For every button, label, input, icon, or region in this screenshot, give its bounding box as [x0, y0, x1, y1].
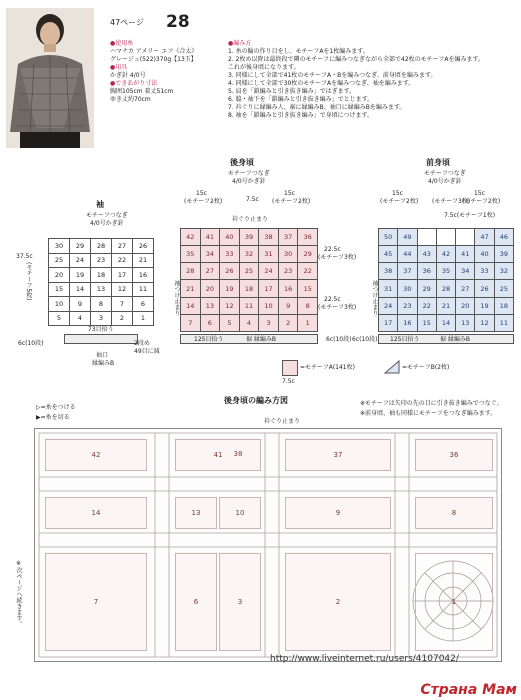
- back-top-mid: 7.5c: [246, 196, 259, 203]
- front-top-left-2: (モチーフ2枚): [380, 198, 419, 205]
- motif-cell: 21: [437, 298, 455, 314]
- motif-cell: 9: [70, 297, 90, 311]
- motif-b-swatch: [384, 360, 400, 374]
- site-watermark: Страна Мам: [420, 682, 517, 698]
- motif-a-swatch: [282, 360, 298, 376]
- motif-cell: 4: [70, 312, 90, 326]
- motif-cell: 43: [418, 246, 436, 262]
- motif-cell: 17: [259, 280, 278, 296]
- motif-cell: 18: [240, 280, 259, 296]
- motif-cell: 16: [279, 280, 298, 296]
- motif-cell: 8: [298, 298, 317, 314]
- motif-cell: 18: [91, 268, 111, 282]
- front-armhole-label: 袖つけ止まり: [371, 280, 378, 316]
- sleeve-cuff: [64, 334, 138, 344]
- sleeve-cuff-right-2: 49目に減: [134, 348, 160, 355]
- size-line-2: ゆき丈約70cm: [110, 96, 151, 103]
- front-title: 前身頃: [426, 158, 450, 167]
- sleeve-subtitle-2: 4/0号かぎ針: [90, 220, 124, 227]
- method-step: 2. 2枚め以降は最終段で隣のモチーフに編みつなぎながら全部で42枚のモチーフAを編みます。: [228, 56, 484, 63]
- motif-size-label: 7.5c: [282, 378, 295, 385]
- motif-cell: 14: [437, 315, 455, 331]
- motif-cell: 11: [495, 315, 513, 331]
- motif-cell: 35: [437, 263, 455, 279]
- motif-cell: 24: [379, 298, 397, 314]
- motif-cell: 8: [91, 297, 111, 311]
- back-side-top-2: (モチーフ3枚): [318, 254, 357, 261]
- motif-cell: 37: [398, 263, 416, 279]
- sleeve-cuff-right: 2段め: [134, 340, 150, 347]
- motif-cell: 15: [298, 280, 317, 296]
- motif-cell: 40: [475, 246, 493, 262]
- motif-cell: 28: [181, 263, 200, 279]
- motif-cell: 19: [70, 268, 90, 282]
- front-top-left: 15c: [392, 190, 403, 197]
- motif-cell: 41: [456, 246, 474, 262]
- back-side-top: 22.5c: [324, 246, 341, 253]
- back-armhole-label: 袖つけ止まり: [173, 280, 180, 316]
- motif-cell: 23: [91, 254, 111, 268]
- motif-a-legend: =モチーフA(141枚): [300, 364, 355, 371]
- sleeve-grid: [48, 238, 154, 326]
- sleeve-cuff-note: 袖口: [96, 352, 109, 359]
- motif-cell: 22: [112, 254, 132, 268]
- back-side-bottom-2: (モチーフ3枚): [318, 304, 357, 311]
- chart-motif: 10: [219, 497, 261, 529]
- back-top-right-2: (モチーフ2枚): [272, 198, 311, 205]
- chart-note-1: ※モチーフは矢印の先の目に引き抜き編みでつなぐ。: [360, 400, 503, 407]
- motif-cell: 26: [133, 239, 153, 253]
- model-photo: [6, 8, 94, 148]
- back-grid: [180, 228, 318, 332]
- size-line-1: 胸囲105cm 着丈51cm: [110, 88, 174, 95]
- motif-cell: 12: [220, 298, 239, 314]
- motif-cell: 42: [181, 229, 200, 245]
- chart-motif: 36: [415, 439, 493, 471]
- motif-cell: 10: [259, 298, 278, 314]
- yarn-heading: ●使用糸: [110, 40, 134, 47]
- method-step: 5. 肩を「鎖編みと引き抜き編み」ではぎます。: [228, 88, 356, 95]
- motif-cell: 17: [379, 315, 397, 331]
- method-step: 1. 糸の輪の作り目をし、モチーフAを1枚編みます。: [228, 48, 369, 55]
- motif-cell: 39: [240, 229, 259, 245]
- motif-cell: 3: [259, 315, 278, 331]
- motif-cell: 30: [49, 239, 69, 253]
- sleeve-side-label-2: (モチーフ5枚): [25, 262, 32, 301]
- motif-cell: 20: [49, 268, 69, 282]
- motif-cell: 26: [220, 263, 239, 279]
- method-block: [228, 40, 518, 120]
- motif-cell: 36: [418, 263, 436, 279]
- motif-cell: 3: [91, 312, 111, 326]
- motif-cell: 28: [91, 239, 111, 253]
- motif-cell: 25: [495, 280, 513, 296]
- join-on-legend: ▷=糸をつける: [36, 404, 76, 411]
- front-grid: [378, 228, 514, 332]
- motif-cell: 50: [379, 229, 397, 245]
- motif-cell: 17: [112, 268, 132, 282]
- motif-cell: 24: [259, 263, 278, 279]
- chart-motif: 8: [415, 497, 493, 529]
- motif-cell: 46: [495, 229, 513, 245]
- chart-neck-label: 衿ぐり止まり: [264, 418, 301, 425]
- chart-note-2: ※前身頃、袖も同様にモチーフをつなぎ編みます。: [360, 410, 497, 417]
- motif-cell: 22: [418, 298, 436, 314]
- motif-cell: 13: [201, 298, 220, 314]
- back-top-right: 15c: [284, 190, 295, 197]
- motif-cell: 29: [70, 239, 90, 253]
- sleeve-subtitle-1: モチーフつなぎ: [86, 212, 128, 219]
- motif-cell: 23: [279, 263, 298, 279]
- back-bottom-label: 125目拾う: [194, 336, 224, 343]
- motif-cell: 42: [437, 246, 455, 262]
- crochet-chart: [34, 428, 502, 662]
- motif-cell: 21: [133, 254, 153, 268]
- method-step: 6. 脇・袖下を「鎖編みと引き抜き編み」でとじます。: [228, 96, 374, 103]
- motif-cell: 7: [181, 315, 200, 331]
- motif-cell: 33: [475, 263, 493, 279]
- motif-cell: 19: [220, 280, 239, 296]
- front-top-mid: (モチーフ3枚): [432, 198, 471, 205]
- motif-cell: 31: [259, 246, 278, 262]
- back-subtitle-1: モチーフつなぎ: [228, 170, 270, 177]
- back-side-bottom: 22.5c: [324, 296, 341, 303]
- motif-cell: 18: [495, 298, 513, 314]
- sleeve-cuff-note-2: 縁編みB: [92, 360, 115, 367]
- front-top-right-2: (モチーフ2枚): [462, 198, 501, 205]
- motif-cell: 19: [475, 298, 493, 314]
- motif-cell: 14: [70, 283, 90, 297]
- motif-cell: 38: [259, 229, 278, 245]
- chart-motif: 13: [175, 497, 217, 529]
- motif-cell: 32: [495, 263, 513, 279]
- motif-cell: 23: [398, 298, 416, 314]
- tools-heading: ●用具: [110, 64, 128, 71]
- page-reference: 47ページ: [110, 18, 145, 27]
- method-step: 8. 袖を「鎖編みと引き抜き編み」で身頃につけます。: [228, 112, 374, 119]
- front-bottom-label: 125目拾う: [390, 336, 420, 343]
- join-off-legend: ▶=糸を切る: [36, 414, 70, 421]
- chart-side-note: ※次ページへ続きます。: [15, 560, 22, 627]
- method-step: 3. 同様にして全部で41枚のモチーフA・Bを編みつなぎ、前身頃を編みます。: [228, 72, 437, 79]
- motif-cell: [418, 229, 436, 245]
- motif-cell: 5: [49, 312, 69, 326]
- motif-cell: [437, 229, 455, 245]
- motif-cell: 37: [279, 229, 298, 245]
- motif-cell: 28: [437, 280, 455, 296]
- chart-motif: 42: [45, 439, 147, 471]
- motif-cell: 12: [475, 315, 493, 331]
- yarn-line-2: グレージュ(522)370g【13玉】: [110, 56, 197, 63]
- motif-cell: 21: [181, 280, 200, 296]
- motif-cell: 11: [240, 298, 259, 314]
- motif-cell: 40: [220, 229, 239, 245]
- motif-cell: 16: [133, 268, 153, 282]
- motif-cell: 13: [456, 315, 474, 331]
- motif-cell: 15: [49, 283, 69, 297]
- chart-title: 後身頃の編み方図: [224, 396, 288, 405]
- chart-motif: 41: [175, 439, 261, 471]
- sleeve-cuff-left: 6c(10段): [18, 340, 44, 347]
- motif-cell: 7: [112, 297, 132, 311]
- chart-motif: 37: [285, 439, 391, 471]
- motif-cell: 38: [379, 263, 397, 279]
- footer-url: http://www.liveinternet.ru/users/4107042/: [270, 654, 459, 664]
- motif-cell: 15: [418, 315, 436, 331]
- motif-cell: 16: [398, 315, 416, 331]
- motif-cell: 35: [181, 246, 200, 262]
- motif-cell: 33: [220, 246, 239, 262]
- motif-cell: 2: [279, 315, 298, 331]
- back-title: 後身頃: [230, 158, 254, 167]
- chart-motif: 38: [233, 450, 243, 458]
- motif-cell: 27: [112, 239, 132, 253]
- motif-cell: 20: [201, 280, 220, 296]
- motif-cell: 31: [379, 280, 397, 296]
- method-heading: ●編み方: [228, 40, 252, 47]
- motif-cell: 41: [201, 229, 220, 245]
- motif-cell: 45: [379, 246, 397, 262]
- motif-cell: 44: [398, 246, 416, 262]
- back-top-left-2: (モチーフ2枚): [184, 198, 223, 205]
- motif-cell: 34: [201, 246, 220, 262]
- motif-cell: 30: [398, 280, 416, 296]
- motif-cell: 47: [475, 229, 493, 245]
- motif-cell: 1: [298, 315, 317, 331]
- method-step: これが後身頃になります。: [228, 64, 300, 71]
- motif-cell: 1: [133, 312, 153, 326]
- back-top-left: 15c: [196, 190, 207, 197]
- motif-cell: 20: [456, 298, 474, 314]
- sleeve-bottom-label: 73目拾う: [88, 326, 114, 333]
- tools-line: かぎ針 4/0号: [110, 72, 146, 79]
- back-hem-left: 6c(10段): [326, 336, 352, 343]
- motif-b-legend: =モチーフB(2枚): [402, 364, 450, 371]
- chart-motif: 3: [219, 553, 261, 651]
- motif-cell: 32: [240, 246, 259, 262]
- motif-cell: 29: [418, 280, 436, 296]
- motif-cell: 26: [475, 280, 493, 296]
- sleeve-title: 袖: [96, 200, 104, 209]
- motif-cell: 11: [133, 283, 153, 297]
- chart-motif: 7: [45, 553, 147, 651]
- motif-cell: 12: [112, 283, 132, 297]
- motif-cell: 49: [398, 229, 416, 245]
- chart-motif: 1: [415, 553, 493, 651]
- motif-cell: 6: [201, 315, 220, 331]
- motif-cell: 29: [298, 246, 317, 262]
- front-hem-left: 6c(10段): [352, 336, 378, 343]
- front-subtitle-2: 4/0号かぎ針: [428, 178, 462, 185]
- pattern-number: 28: [166, 12, 190, 32]
- motif-cell: 27: [201, 263, 220, 279]
- motif-cell: 22: [298, 263, 317, 279]
- motif-cell: 4: [240, 315, 259, 331]
- motif-cell: 6: [133, 297, 153, 311]
- motif-cell: 25: [49, 254, 69, 268]
- method-step: 7. 衿ぐりに縁編み人、裾に縁編みB、袖口に縁編みBを編みます。: [228, 104, 406, 111]
- materials-block: [110, 40, 220, 104]
- motif-cell: [456, 229, 474, 245]
- motif-cell: 14: [181, 298, 200, 314]
- front-top-right: 15c: [474, 190, 485, 197]
- motif-cell: 10: [49, 297, 69, 311]
- motif-cell: 30: [279, 246, 298, 262]
- front-neck-label: 7.5c(モチーフ1枚): [444, 212, 496, 219]
- chart-motif: 6: [175, 553, 217, 651]
- motif-cell: 2: [112, 312, 132, 326]
- motif-cell: 39: [495, 246, 513, 262]
- back-subtitle-2: 4/0号かぎ針: [232, 178, 266, 185]
- motif-cell: 34: [456, 263, 474, 279]
- method-step: 4. 同様にして全部で30枚のモチーフAを編みつなぎ、袖を編みます。: [228, 80, 415, 87]
- motif-cell: 27: [456, 280, 474, 296]
- chart-motif: 2: [285, 553, 391, 651]
- chart-motif: 14: [45, 497, 147, 529]
- chart-motif: 9: [285, 497, 391, 529]
- motif-cell: 25: [240, 263, 259, 279]
- motif-cell: 24: [70, 254, 90, 268]
- motif-cell: 5: [220, 315, 239, 331]
- back-hem-label: 裾 縁編みB: [246, 336, 277, 343]
- motif-cell: 36: [298, 229, 317, 245]
- motif-cell: 13: [91, 283, 111, 297]
- yarn-line-1: ハマナカ アメリー エフ《合太》: [110, 48, 198, 55]
- back-neck-label: 衿ぐり止まり: [232, 216, 269, 223]
- front-hem-label: 裾 縁編みB: [440, 336, 471, 343]
- motif-cell: 9: [279, 298, 298, 314]
- size-heading: ●できあがり寸法: [110, 80, 158, 87]
- front-subtitle-1: モチーフつなぎ: [424, 170, 466, 177]
- sleeve-side-label: 37.5c: [16, 253, 33, 260]
